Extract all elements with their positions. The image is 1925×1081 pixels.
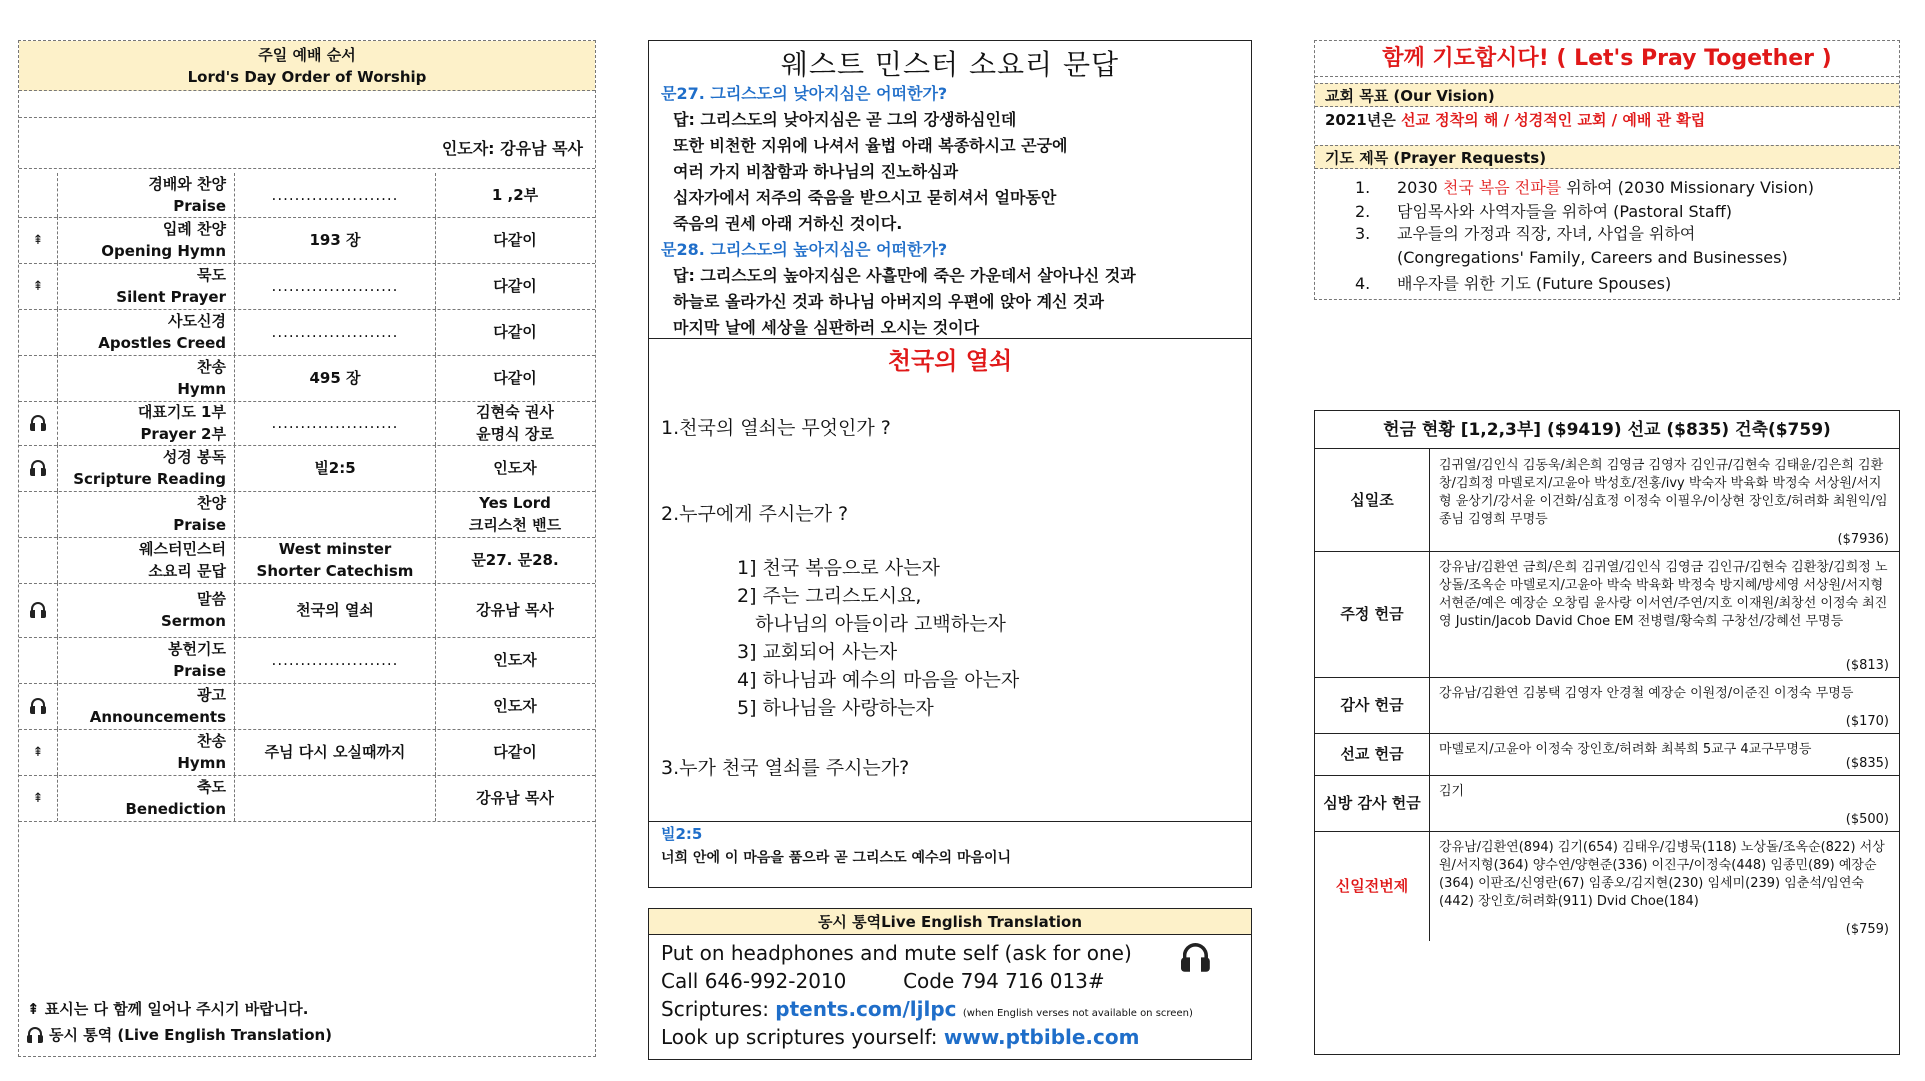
worship-leader: 인도자: 강유남 목사	[19, 117, 595, 169]
order-item-ko: 찬양	[197, 494, 226, 512]
order-item-ko: 사도신경	[168, 312, 226, 330]
headphones-icon	[30, 602, 46, 618]
offering-row	[1315, 677, 1899, 734]
offering-amount: ($835)	[1845, 756, 1889, 771]
order-of-worship-panel	[18, 40, 596, 1057]
order-item-right1: Yes Lord	[479, 494, 551, 512]
order-item-detail-text: ......................	[271, 651, 399, 669]
sermon-q3: 3.누가 천국 열쇠를 주시는가?	[661, 757, 910, 779]
offering-label: 십일조	[1315, 449, 1430, 551]
order-item-leader	[435, 445, 595, 491]
order-item-en: Announcements	[89, 708, 226, 726]
order-item-right1: 김현숙 권사	[476, 403, 554, 421]
stand-icon: ⇞	[32, 278, 44, 294]
sermon-list-item: 하나님의 아들이라 고백하는자	[737, 613, 1006, 635]
offering-label: 선교 헌금	[1315, 733, 1430, 775]
order-row	[19, 401, 595, 446]
headphones-icon	[27, 1027, 43, 1043]
order-item-detail	[235, 217, 436, 263]
order-item-en: Hymn	[177, 380, 226, 398]
offering-amount: ($500)	[1845, 812, 1889, 827]
offering-row	[1315, 551, 1899, 678]
offering-amount: ($7936)	[1837, 532, 1889, 547]
order-item-en: Praise	[173, 197, 226, 215]
vision-items: 선교 정착의 해 / 성경적인 교회 / 예배 관 확립	[1400, 111, 1706, 129]
order-item-name	[57, 263, 235, 309]
order-item-leader	[435, 309, 595, 355]
prayer-request-text: 담임목사와 사역자들을 위하여 (Pastoral Staff)	[1397, 202, 1732, 221]
verse-text: 너희 안에 이 마음을 품으라 곧 그리스도 예수의 마음이니	[661, 850, 1012, 866]
order-item-ko: 성경 봉독	[162, 448, 226, 466]
prayer-request-number: 3.	[1355, 224, 1371, 243]
offering-amount: ($759)	[1845, 922, 1889, 937]
order-row-icon-cell	[19, 491, 58, 537]
order-item-detail	[235, 401, 436, 445]
order-item-name	[57, 173, 235, 217]
order-item-detail	[235, 445, 436, 491]
order-row-icon-cell	[19, 583, 58, 637]
order-row-icon-cell	[19, 263, 58, 309]
order-item-detail	[235, 583, 436, 637]
sermon-q2: 2.누구에게 주시는가 ?	[661, 503, 849, 525]
order-item-name	[57, 401, 235, 445]
offering-label: 심방 감사 헌금	[1315, 775, 1430, 831]
translation-line2	[661, 969, 1105, 993]
headphones-icon	[30, 698, 46, 714]
order-item-name	[57, 683, 235, 729]
catechism-sermon-panel	[648, 40, 1252, 888]
order-item-detail	[235, 637, 436, 683]
vision-label: 교회 목표 (Our Vision)	[1315, 83, 1899, 107]
order-item-right1: 강유남 목사	[476, 789, 554, 807]
order-item-detail	[235, 263, 436, 309]
stand-icon: ⇞	[32, 744, 44, 760]
order-item-name	[57, 309, 235, 355]
order-row-icon-cell	[19, 637, 58, 683]
order-item-leader	[435, 537, 595, 583]
order-item-right1: 다같이	[493, 743, 537, 761]
order-item-right1: 다같이	[493, 231, 537, 249]
requests-label: 기도 제목 (Prayer Requests)	[1315, 145, 1899, 169]
order-item-leader	[435, 217, 595, 263]
order-row-icon-cell	[19, 775, 58, 821]
sermon-list-item: 1] 천국 복음으로 사는자	[737, 557, 940, 579]
order-row-icon-cell	[19, 217, 58, 263]
order-item-right1: 문27. 문28.	[471, 551, 559, 569]
sermon-list-item: 3] 교회되어 사는자	[737, 641, 898, 663]
translation-line3	[661, 997, 1193, 1021]
order-row-icon-cell	[19, 355, 58, 401]
offering-amount: ($170)	[1845, 714, 1889, 729]
order-item-ko: 대표기도 1부	[137, 403, 226, 421]
offering-names: 김기	[1439, 784, 1465, 799]
order-item-leader	[435, 729, 595, 775]
stand-icon: ⇞	[32, 790, 44, 806]
order-row	[19, 445, 595, 492]
order-item-detail	[235, 309, 436, 355]
offering-label: 신일전번제	[1315, 831, 1430, 941]
order-item-leader	[435, 401, 595, 445]
stand-icon: ⇞	[32, 232, 44, 248]
order-row-icon-cell	[19, 445, 58, 491]
offering-panel	[1314, 410, 1900, 1055]
order-header	[19, 41, 595, 91]
order-item-leader	[435, 173, 595, 217]
order-item-en: Apostles Creed	[98, 334, 226, 352]
vision-text	[1325, 107, 1899, 133]
prayer-request-text: 2030	[1397, 178, 1443, 197]
call-code: Code 794 716 013#	[903, 969, 1105, 993]
order-item-en: Scripture Reading	[73, 470, 226, 488]
order-item-en: Opening Hymn	[101, 242, 226, 260]
offering-row	[1315, 831, 1899, 941]
order-item-detail	[235, 775, 436, 821]
ptbible-link[interactable]: www.ptbible.com	[943, 1025, 1140, 1049]
sermon-list-item: 5] 하나님을 사랑하는자	[737, 697, 934, 719]
order-row	[19, 309, 595, 356]
order-item-right1: 인도자	[493, 459, 537, 477]
offering-names: 김귀열/김인식 김동욱/최은희 김영금 김영자 김인규/김현숙 김태윤/김은희 김환창/김희정 마델로지/고윤아 박성호/전홍/ivy 박숙자 박육화 박정숙 서상원/서지형 윤상기/강서윤 이건화/심효정 이정숙 이필우/이상현 장인호/허려화 최원익/임종님 김영희 무명등	[1439, 458, 1888, 527]
prayer-request-text: 배우자를 위한 기도 (Future Spouses)	[1397, 274, 1672, 293]
order-row	[19, 775, 595, 822]
order-item-ko: 광고	[197, 686, 226, 704]
prayer-request-text: 교우들의 가정과 직장, 자녀, 사업을 위하여	[1397, 224, 1696, 243]
answer-line: 죽음의 권세 아래 거하신 것이다.	[673, 214, 903, 233]
order-item-detail-text: 천국의 열쇠	[296, 601, 374, 619]
order-row	[19, 583, 595, 638]
order-item-detail-text: 주님 다시 오실때까지	[264, 743, 406, 761]
order-row	[19, 217, 595, 264]
order-row	[19, 355, 595, 402]
order-item-leader	[435, 683, 595, 729]
order-item-en: 소요리 문답	[148, 562, 226, 580]
order-item-detail-text: ......................	[271, 277, 399, 295]
scriptures-label: Scriptures:	[661, 997, 769, 1021]
answer-line: 하늘로 올라가신 것과 하나님 아버지의 우편에 앉아 계신 것과	[673, 292, 1104, 311]
prayer-request-highlight: 천국 복음 전파를	[1442, 178, 1562, 197]
order-title-en: Lord's Day Order of Worship	[187, 68, 427, 86]
translation-line4	[661, 1025, 1139, 1049]
order-item-right1: 강유남 목사	[476, 601, 554, 619]
prayer-panel	[1314, 40, 1900, 300]
q27-answer	[661, 107, 1241, 237]
offering-names: 마델로지/고윤아 이정숙 장인호/허려화 최복희 5교구 4교구무명등	[1439, 742, 1812, 757]
prayer-request	[1355, 175, 1814, 201]
order-row	[19, 729, 595, 776]
order-title-ko: 주일 예배 순서	[258, 46, 356, 64]
order-item-detail	[235, 491, 436, 537]
offering-label: 주정 헌금	[1315, 551, 1430, 677]
order-item-right1: 인도자	[493, 697, 537, 715]
order-item-en: Sermon	[161, 612, 226, 630]
order-item-name	[57, 537, 235, 583]
order-item-ko: 웨스터민스터	[139, 540, 226, 558]
offering-label: 감사 헌금	[1315, 677, 1430, 733]
order-row-icon-cell	[19, 173, 58, 217]
order-item-en: Praise	[173, 662, 226, 680]
q28-answer	[661, 263, 1241, 341]
order-notes	[27, 996, 587, 1048]
order-item-leader	[435, 775, 595, 821]
order-row	[19, 491, 595, 538]
q27-question: 문27. 그리스도의 낮아지심은 어떠한가?	[661, 84, 948, 103]
order-item-detail-text: ......................	[271, 414, 399, 432]
order-item-detail-text: ......................	[271, 323, 399, 341]
order-item-detail	[235, 173, 436, 217]
order-item-ko: 봉헌기도	[168, 640, 226, 658]
order-item-detail-text: ......................	[271, 186, 399, 204]
order-item-detail	[235, 683, 436, 729]
verse-ref: 빌2:5	[661, 825, 703, 843]
catechism-q28	[661, 237, 1241, 341]
answer-line: 마지막 날에 세상을 심판하러 오시는 것이다	[673, 318, 980, 337]
order-item-ko: 찬송	[197, 732, 226, 750]
order-item-ko: 경배와 찬양	[148, 175, 226, 193]
order-row	[19, 263, 595, 310]
translation-note-text: 동시 통역 (Live English Translation)	[49, 1026, 333, 1044]
order-item-name	[57, 355, 235, 401]
order-item-ko: 묵도	[197, 266, 226, 284]
catechism-title: 웨스트 민스터 소요리 문답	[780, 48, 1120, 81]
order-item-name	[57, 217, 235, 263]
order-row-icon-cell	[19, 683, 58, 729]
order-item-ko: 찬송	[197, 358, 226, 376]
translation-line1: Put on headphones and mute self (ask for one)	[661, 941, 1132, 965]
offering-row	[1315, 775, 1899, 832]
translation-note	[27, 1022, 587, 1048]
call-number: Call 646-992-2010	[661, 969, 847, 993]
offering-row	[1315, 733, 1899, 776]
order-item-detail-text: West minster Shorter Catechism	[256, 540, 414, 580]
order-row-icon-cell	[19, 401, 58, 445]
order-item-detail-text: 빌2:5	[314, 459, 356, 477]
order-row-icon-cell	[19, 729, 58, 775]
order-item-leader	[435, 637, 595, 683]
sermon-list-item: 4] 하나님과 예수의 마음을 아는자	[737, 669, 1020, 691]
sermon-q1: 1.천국의 열쇠는 무엇인가 ?	[661, 417, 891, 439]
prayer-request	[1355, 271, 1671, 297]
order-item-ko: 축도	[197, 778, 226, 796]
order-row	[19, 683, 595, 730]
sermon-title: 천국의 열쇠	[887, 347, 1013, 375]
order-item-detail-text: 495 장	[309, 369, 361, 387]
order-item-right1: 다같이	[493, 277, 537, 295]
order-item-right1: 다같이	[493, 369, 537, 387]
answer-line: 또한 비천한 지위에 나셔서 율법 아래 복종하시고 곤궁에	[673, 136, 1068, 155]
order-row-icon-cell	[19, 309, 58, 355]
order-item-detail	[235, 729, 436, 775]
headphones-icon	[1181, 943, 1210, 972]
catechism-q27	[661, 81, 1241, 237]
order-item-en: Prayer 2부	[140, 425, 226, 443]
order-item-en: Hymn	[177, 754, 226, 772]
answer-line: 십자가에서 저주의 죽음을 받으시고 묻히셔서 얼마동안	[673, 188, 1057, 207]
order-row	[19, 537, 595, 584]
prayer-request-number: 1.	[1355, 178, 1371, 197]
offering-row	[1315, 449, 1899, 552]
offering-names: 강유남/김환연 김봉택 김영자 안경철 예장순 이원정/이준진 이정숙 무명등	[1439, 686, 1854, 701]
offering-header: 헌금 현황 [1,2,3부] ($9419) 선교 ($835) 건축($759)	[1315, 411, 1899, 449]
order-item-right1: 다같이	[493, 323, 537, 341]
order-row-icon-cell	[19, 537, 58, 583]
order-item-detail	[235, 537, 436, 583]
sermon-list	[737, 554, 1019, 722]
order-item-name	[57, 637, 235, 683]
vision-year: 2021년은	[1325, 111, 1396, 129]
translation-panel	[648, 908, 1252, 1060]
offering-names: 강유남/김환연(894) 김기(654) 김태우/김병묵(118) 노상돌/조옥순(822) 서상원/서지형(364) 양수연/양현준(336) 이진구/이정숙(448) 임종민(89) 예장순(364) 이판조/신영란(67) 임종오/김지현(230) 임세미(239) 임춘석/임연숙(442) 장인호/허려화(911) Dvid Choe(184)	[1439, 840, 1885, 909]
order-item-leader	[435, 263, 595, 309]
order-row	[19, 173, 595, 218]
order-item-en: Benediction	[125, 800, 226, 818]
scriptures-note: (when English verses not available on screen)	[962, 1008, 1193, 1019]
order-item-right2: 윤명식 장로	[476, 425, 554, 443]
order-item-detail-text: 193 장	[309, 231, 361, 249]
prayer-request	[1355, 221, 1695, 247]
prayer-request-suffix: 위하여 (2030 Missionary Vision)	[1561, 178, 1815, 197]
answer-line: 답: 그리스도의 높아지심은 사흘만에 죽은 가운데서 살아나신 것과	[673, 266, 1136, 285]
order-item-leader	[435, 355, 595, 401]
prayer-request	[1355, 245, 1788, 271]
offering-amount: ($813)	[1845, 658, 1889, 673]
order-item-ko: 입례 찬양	[162, 220, 226, 238]
order-item-right1: 인도자	[493, 651, 537, 669]
lookup-label: Look up scriptures yourself:	[661, 1025, 938, 1049]
translation-header: 동시 통역Live English Translation	[649, 909, 1251, 935]
scriptures-link[interactable]: ptents.com/ljlpc	[775, 997, 957, 1021]
answer-line: 여러 가지 비참함과 하나님의 진노하심과	[673, 162, 959, 181]
order-item-right1: 1 ,2부	[491, 186, 539, 204]
order-item-name	[57, 491, 235, 537]
standing-note: ⇞ 표시는 다 함께 일어나 주시기 바랍니다.	[27, 1000, 309, 1018]
answer-line: 답: 그리스도의 낮아지심은 곧 그의 강생하심인데	[673, 110, 1017, 129]
prayer-title: 함께 기도합시다! ( Let's Pray Together )	[1315, 41, 1899, 77]
order-item-name	[57, 729, 235, 775]
order-item-detail	[235, 355, 436, 401]
divider	[649, 821, 1251, 822]
order-item-name	[57, 583, 235, 637]
sermon-list-item: 2] 주는 그리스도시요,	[737, 585, 922, 607]
divider	[649, 338, 1251, 339]
headphones-icon	[30, 415, 46, 431]
order-item-right2: 크리스천 밴드	[468, 516, 562, 534]
order-item-leader	[435, 583, 595, 637]
prayer-request-number: 2.	[1355, 202, 1371, 221]
prayer-request-number: 4.	[1355, 274, 1371, 293]
order-item-name	[57, 445, 235, 491]
order-row	[19, 637, 595, 684]
order-item-name	[57, 775, 235, 821]
headphones-icon	[30, 460, 46, 476]
order-item-ko: 말씀	[197, 590, 226, 608]
order-item-en: Praise	[173, 516, 226, 534]
order-item-en: Silent Prayer	[116, 288, 226, 306]
offering-names: 강유남/김환연 금희/은희 김귀열/김인식 김영금 김인규/김현숙 김환창/김희정 노상돌/조옥순 마델로지/고윤아 박숙 박육화 박정숙 방지혜/방세영 서상원/서지형 서현준/예은 예장순 오창림 윤사랑 이서연/주연/지호 이재원/최창선 이정숙 최진영 Justin/Jacob David Choe EM 전병렬/황숙희 구창선/강혜선 무명등	[1439, 560, 1888, 629]
prayer-request-text: (Congregations' Family, Careers and Businesses)	[1397, 248, 1788, 267]
q28-question: 문28. 그리스도의 높아지심은 어떠한가?	[661, 240, 948, 259]
order-item-leader	[435, 491, 595, 537]
